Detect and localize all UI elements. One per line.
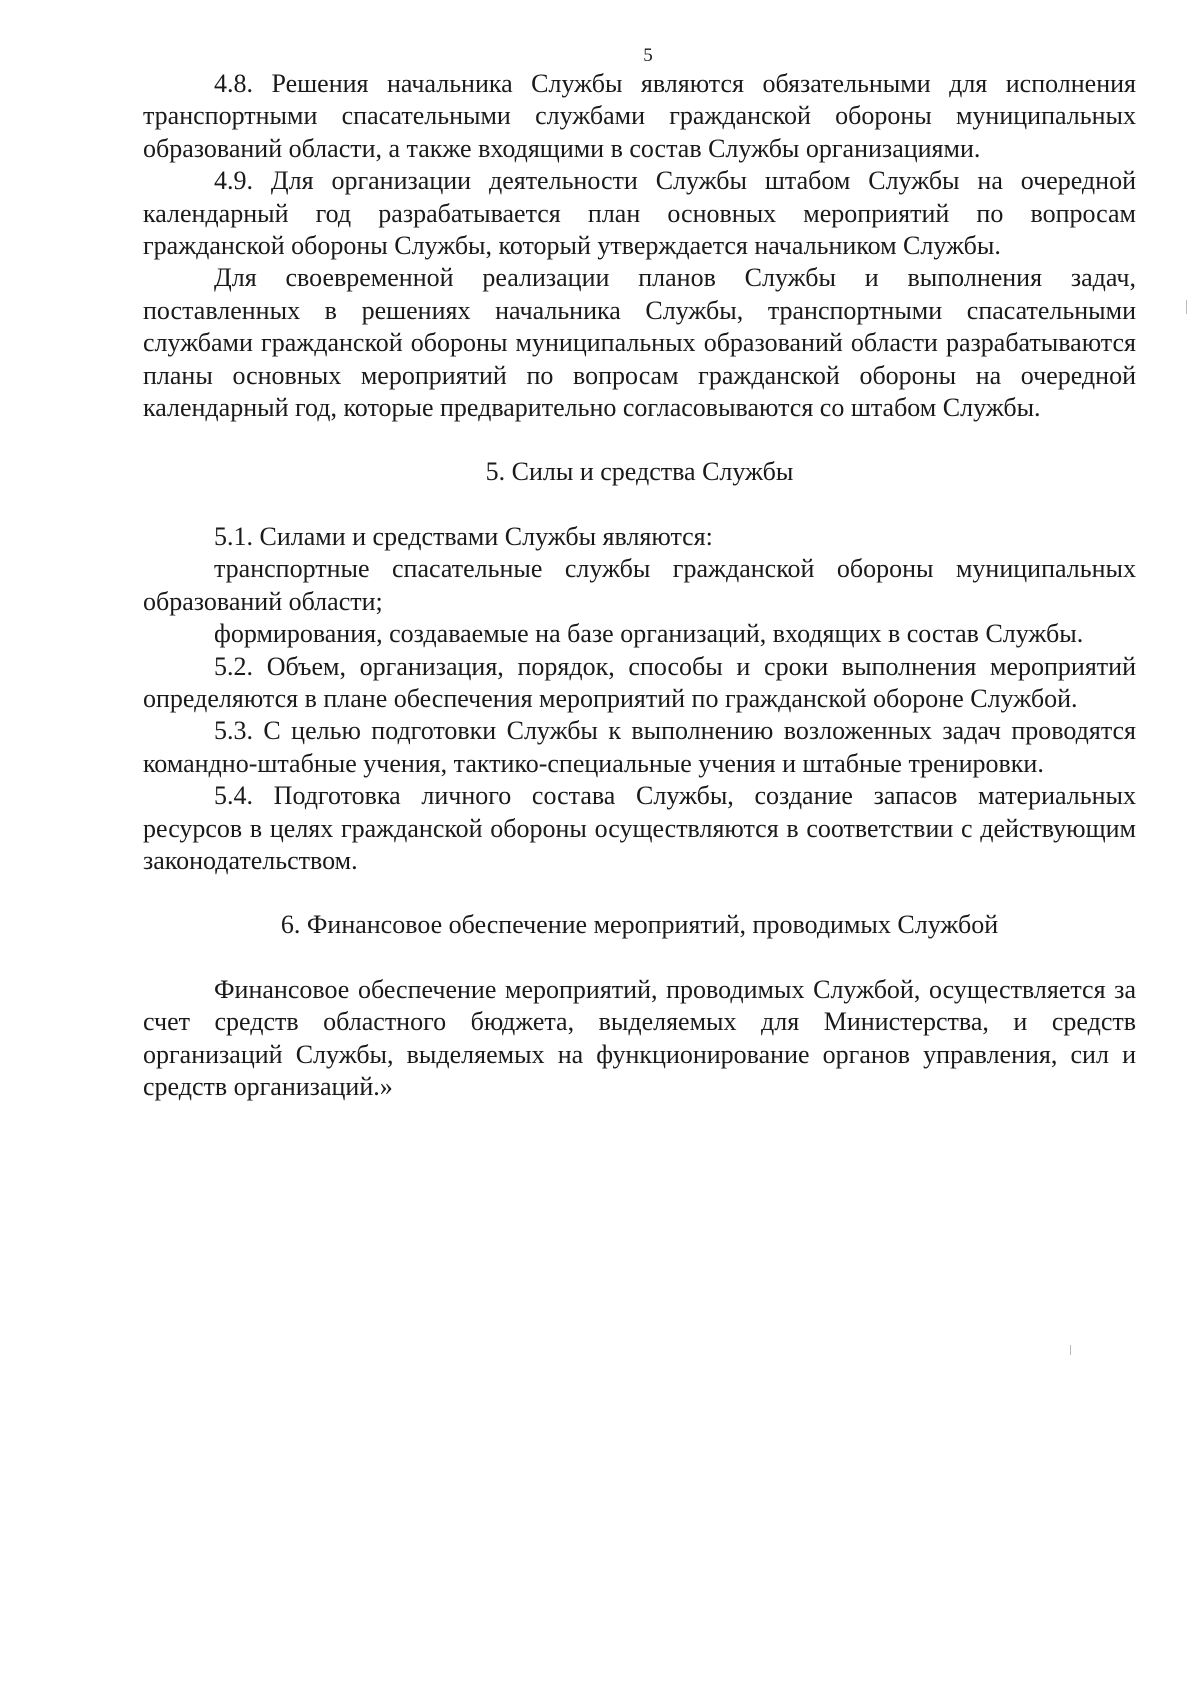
scan-mark [1070, 1345, 1071, 1355]
paragraph-6-financing: Финансовое обеспечение мероприятий, проводимых Службой, осуществляется за счет средств областного бюджета, выделяемых для Министерства, и средств организаций Службы, выделяемых на функционирование органов управления, сил и средств организаций.» [143, 974, 1136, 1101]
paragraph-5-1: 5.1. Силами и средствами Службы являются: [214, 521, 713, 551]
section-5-heading: 5. Силы и средства Службы [485, 457, 794, 487]
paragraph-4-8: 4.8. Решения начальника Службы являются обязательными для исполнения транспортными спасательными службами гражданской обороны муниципальных образований области, а также входящими в состав Службы организациями. [143, 69, 1136, 163]
scan-mark [1186, 300, 1187, 314]
paragraph-5-4: 5.4. Подготовка личного состава Службы, создание запасов материальных ресурсов в целях гражданской обороны осуществляются в соответствии с действующим законодательством. [143, 781, 1136, 875]
paragraph-5-1-item-2: формирования, создаваемые на базе организаций, входящих в состав Службы. [214, 619, 1084, 649]
document-body [143, 68, 1136, 1103]
paragraph-5-3: 5.3. С целью подготовки Службы к выполнению возложенных задач проводятся командно-штабные учения, тактико-специальные учения и штабные тренировки. [143, 716, 1136, 778]
paragraph-5-2: 5.2. Объем, организация, порядок, способы и сроки выполнения мероприятий определяются в плане обеспечения мероприятий по гражданской обороне Службой. [143, 651, 1136, 713]
section-6-heading: 6. Финансовое обеспечение мероприятий, проводимых Службой [280, 910, 999, 940]
paragraph-plans: Для своевременной реализации планов Службы и выполнения задач, поставленных в решениях начальника Службы, транспортными спасательными службами гражданской обороны муниципальных образований области разрабатываются планы основных мероприятий по вопросам гражданской обороны на очередной календарный год, которые предварительно согласовываются со штабом Службы. [143, 263, 1136, 423]
paragraph-4-9: 4.9. Для организации деятельности Службы штабом Службы на очередной календарный год разрабатывается план основных мероприятий по вопросам гражданской обороны Службы, который утверждается начальником Службы. [143, 166, 1136, 261]
paragraph-5-1-item-1: транспортные спасательные службы гражданской обороны муниципальных образований области; [143, 554, 1136, 616]
page-number: 5 [643, 45, 653, 66]
